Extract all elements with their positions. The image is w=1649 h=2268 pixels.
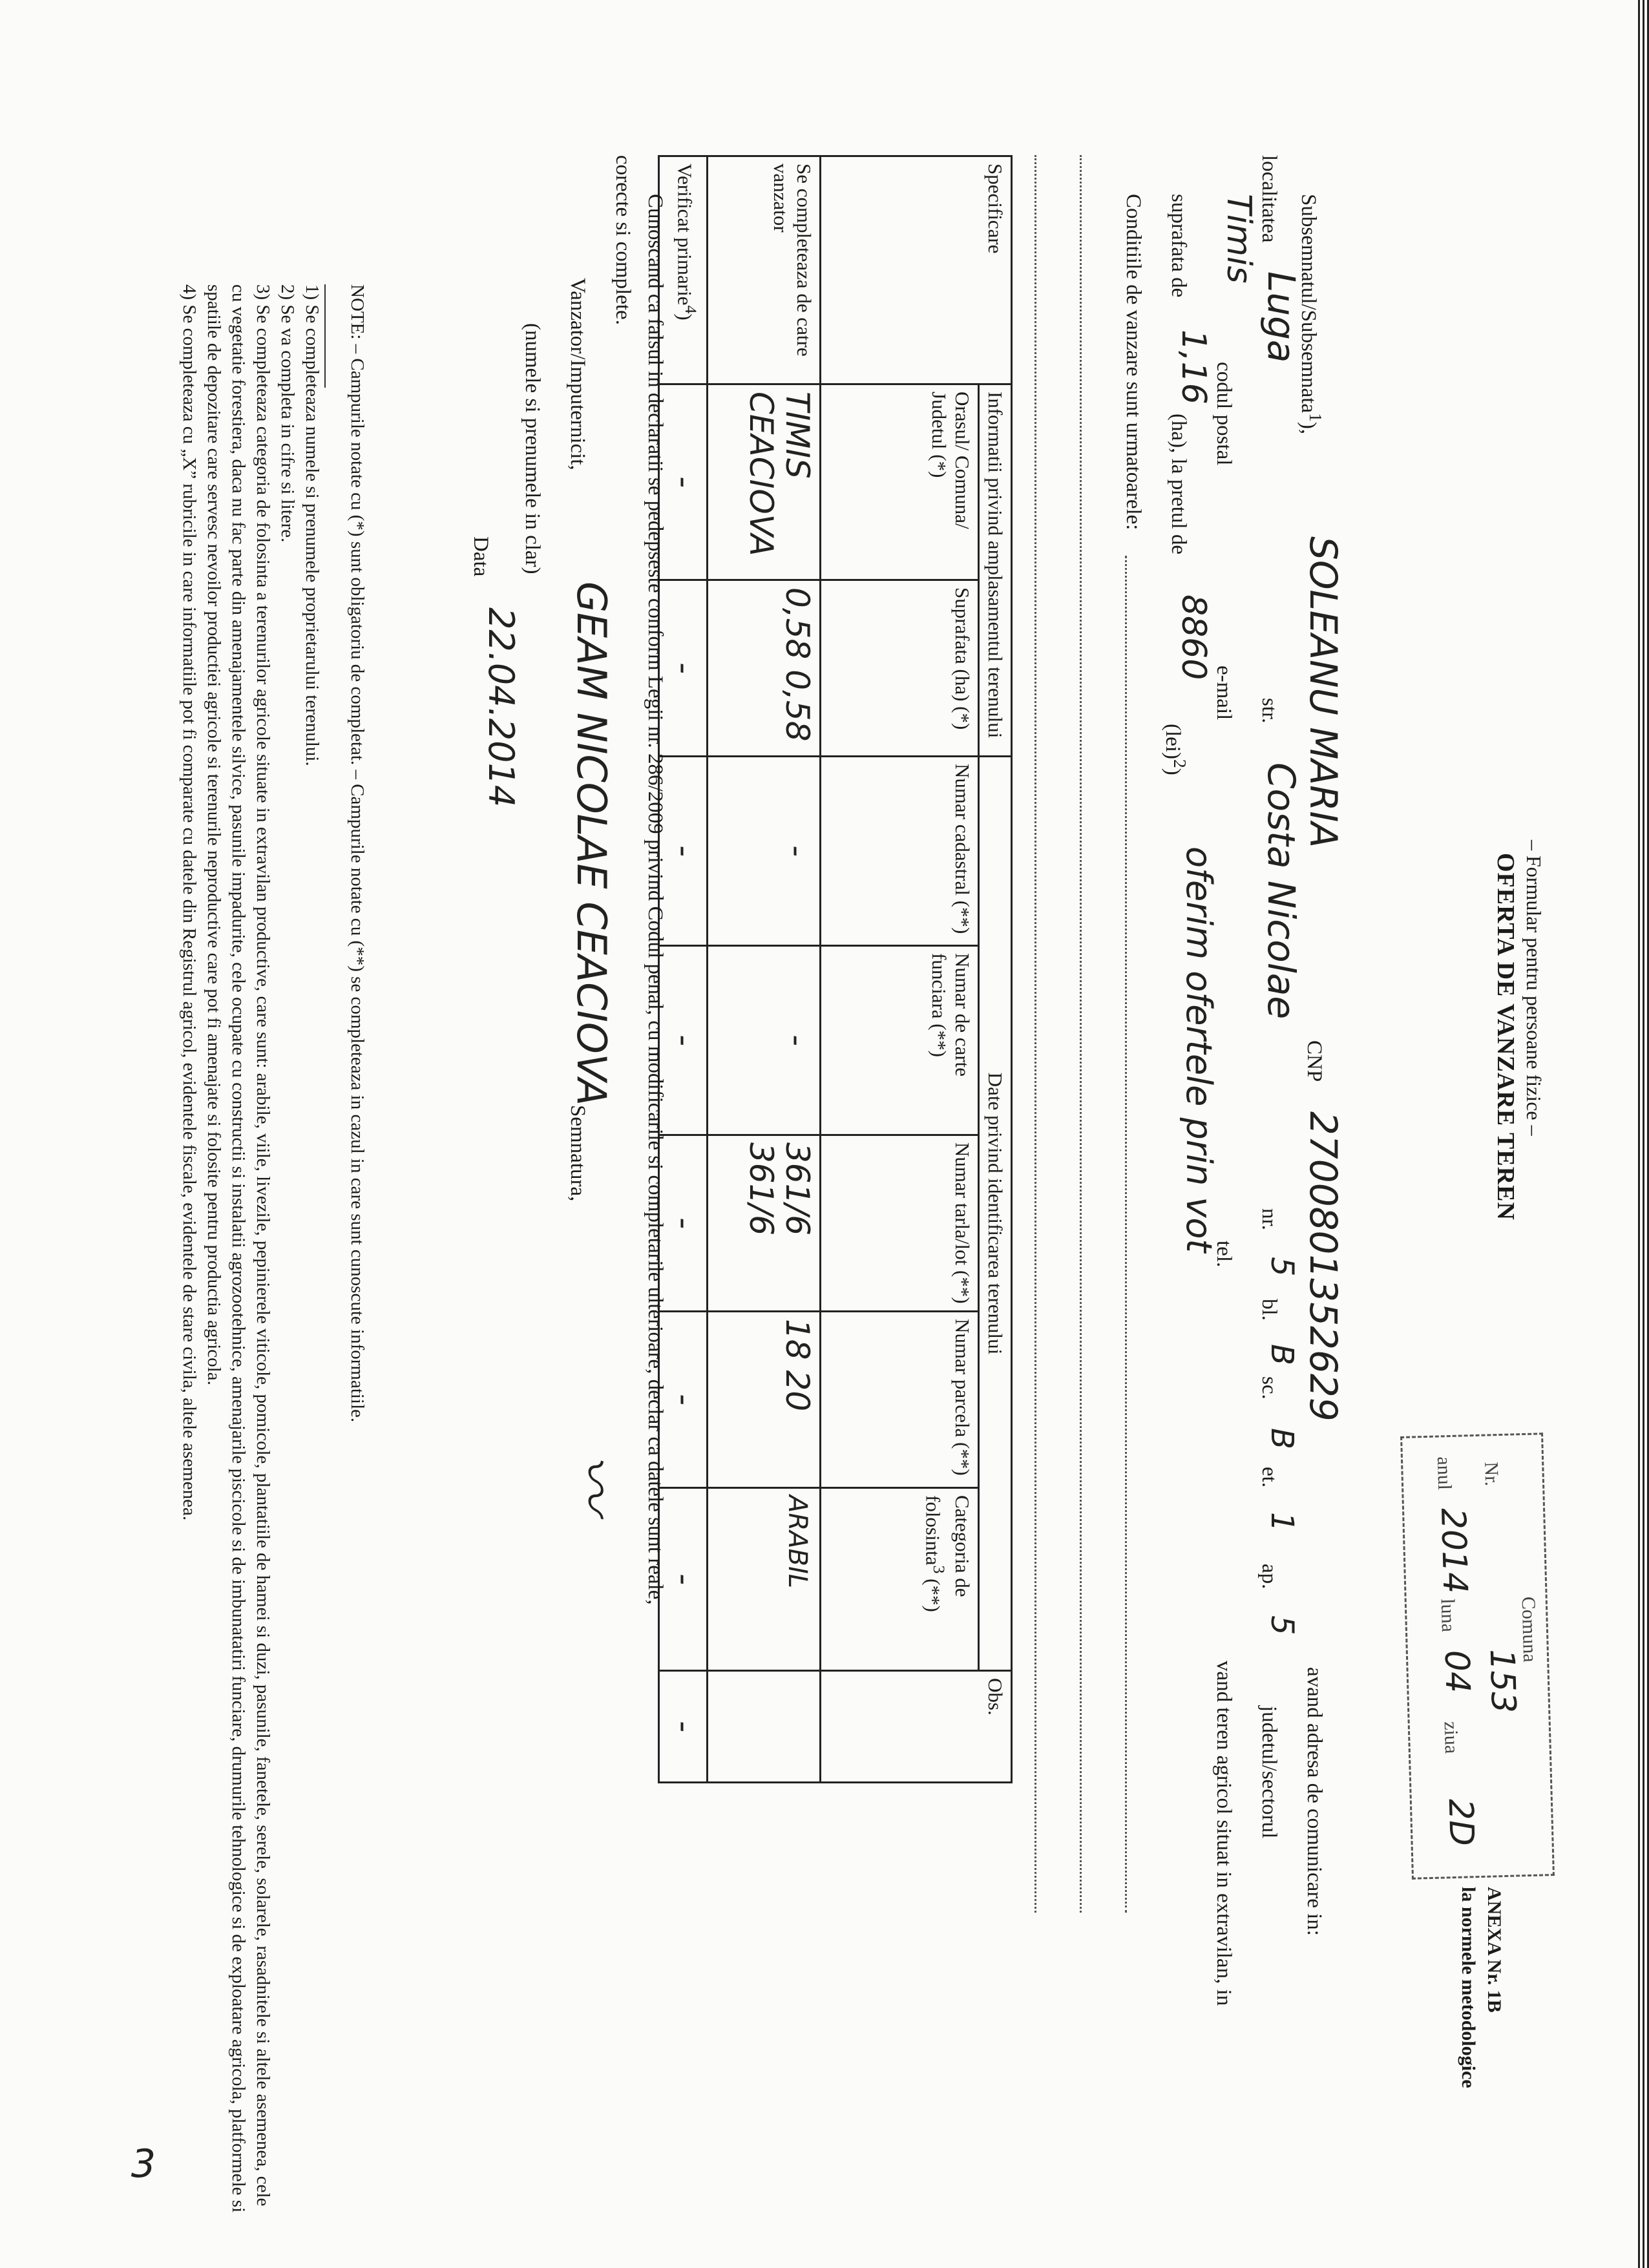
sale-intro: vand teren agricol situat in extravilan, in <box>1212 1661 1235 2006</box>
nr-value: 5 <box>1264 1257 1300 1277</box>
note-1: 1) Se completeaza numele si prenumele proprietarului terenului. <box>302 284 322 766</box>
ap-label: ap. <box>1257 1564 1281 1590</box>
declarant-label-suffix: ), <box>1297 421 1320 435</box>
stamp-month-label: luna <box>1436 1598 1460 1633</box>
sc-label: sc. <box>1257 1376 1281 1400</box>
owner-name-value: SOLEANU MARIA <box>1301 536 1345 848</box>
footnote-ref-1: 1 <box>1306 413 1326 422</box>
notes-intro: NOTE: – Campurile notate cu (*) sunt obligatoriu de completat. – Campurile notate cu (**) se completeaza in cazul in care sunt cunoscute informatiile. <box>347 284 368 1423</box>
footnote-ref-2: 2 <box>1170 759 1190 768</box>
lei-label: (lei)$^2$) <box>1161 724 1190 775</box>
address-intro: avand adresa de comunicare in: <box>1303 1667 1326 1936</box>
row-primarie-suffix: ) <box>673 313 697 320</box>
stamp-nr-label: Nr. <box>1480 1461 1503 1487</box>
annex-header <box>1455 1887 1507 2197</box>
cell-tarla: 361/6 361/6 <box>708 1135 821 1312</box>
ap-value: 5 <box>1264 1615 1300 1635</box>
col-categorie-suffix: (**) <box>921 1573 945 1612</box>
cell-categorie: ARABIL <box>708 1488 821 1671</box>
seller-label: Vanzator/Imputernicit, <box>566 278 589 470</box>
area-value: 1,16 <box>1174 330 1213 404</box>
check-suprafata: - <box>659 580 708 757</box>
et-value: 1 <box>1264 1512 1300 1532</box>
row-primarie-text: Verificat primarie <box>673 163 697 306</box>
check-nr-cadastral: - <box>659 757 708 946</box>
dotted-line <box>1125 556 1127 1913</box>
check-parcela: - <box>659 1312 708 1488</box>
cnp-value: 2700801352629 <box>1301 1111 1345 1422</box>
annex-number: ANEXA Nr. 1B <box>1484 1887 1505 2013</box>
area-label: suprafata de <box>1167 194 1190 298</box>
declaration-text: Cunoscand ca falsul in declaratii se pedepseste conform Legii nr. 286/2009 privind Codul penal, cu modificarile si completarile ulterioare, declar ca datele sunt reale, <box>644 194 667 1605</box>
sc-value: B <box>1264 1428 1300 1449</box>
signature-label: Semnatura, <box>566 1105 589 1202</box>
check-localitate: - <box>659 384 708 580</box>
table-column-row <box>821 156 979 1783</box>
col-categorie-label: Categoria de folosinta <box>921 1495 974 1597</box>
cell-nr-cadastral: - <box>708 757 821 946</box>
seller-name-value: GEAM NICOLAE CEACIOVA <box>568 582 615 1106</box>
dotted-line <box>1035 155 1036 1913</box>
registration-stamp <box>1400 1433 1555 1880</box>
note-2: 2) Se va completa in cifre si litere. <box>277 284 298 543</box>
declarant-label: Subsemnatul/Subsemnata <box>1297 194 1320 414</box>
check-obs: - <box>659 1671 708 1783</box>
stamp-year-label: anul <box>1433 1456 1456 1491</box>
notes-divider <box>324 284 326 388</box>
footnote-ref-3: 3 <box>930 1565 949 1574</box>
nr-label: nr. <box>1257 1208 1281 1230</box>
cell-localitate: TIMIS CEACIOVA <box>708 384 821 580</box>
name-clarification-label: (numele si prenumele in clar) <box>521 323 544 574</box>
note-3: 3) Se completeaza categoria de folosinta a terenurilor agricole situate in extravilan productive, care sunt: arabile, viile, livezile, pepinierele viticole, pomicole, plantatiile de hamei si duzi, pasunile, fanetele, serele, solarele, rasadnitele si altele asemenea, cele cu vegetatie forestiera, daca nu fac parte din amenajamentele silvice, pasunile impadurite, cele ocupate cu constructii si instalatii agrozootehnice, amenajarile piscicole si de imbunatatiri funciare, drumurile tehnologice si de exploatare agricola, platformele si spatiile de depozitare care servesc nevoilor productiei agricole si terenurile neproductive care pot fi amenajate si folosite pentru productia agricola. <box>204 284 273 2213</box>
cell-obs <box>708 1671 821 1783</box>
bl-label: bl. <box>1257 1299 1281 1321</box>
conditions-label: Conditiile de vanzare sunt urmatoarele: <box>1122 194 1145 530</box>
locality-label: localitatea <box>1257 155 1281 243</box>
dotted-line <box>1080 155 1082 1913</box>
stamp-nr-value: 153 <box>1482 1648 1523 1714</box>
table-header-row <box>979 156 1012 1783</box>
signature-scribble: 〰 <box>560 1454 627 1512</box>
table-row <box>708 156 821 1783</box>
stamp-year-value: 2014 <box>1433 1507 1475 1595</box>
check-carte-funciara: - <box>659 946 708 1135</box>
cell-suprafata: 0,58 0,58 <box>708 580 821 757</box>
locality-value: Luga <box>1259 271 1303 363</box>
date-value: 22.04.2014 <box>481 607 521 808</box>
land-table <box>658 155 1013 1783</box>
note-4: 4) Se completeaza cu „X” rubricile in care informatiile pot fi comparate cu datele din Registrul agricol, evidentele fiscale, evidentele de stare civila, altele asemenea. <box>179 284 200 1521</box>
scan-edge-lines <box>1630 0 1649 2268</box>
col-localitate: Orasul/ Comuna/ Judetul (*) <box>821 384 979 580</box>
declaration-text-2: corecte si complete. <box>611 155 635 325</box>
col-suprafata: Suprafata (ha) (*) <box>821 580 979 757</box>
county-label: judetul/sectorul <box>1257 1706 1281 1839</box>
col-parcela: Numar parcela (**) <box>821 1312 979 1488</box>
street-label: str. <box>1257 698 1281 724</box>
footnote-ref-4: 4 <box>682 305 700 314</box>
form-title: OFERTA DE VANZARE TEREN <box>1492 853 1519 1221</box>
header-specificare: Specificare <box>821 156 1012 384</box>
price-label: (ha), la pretul de <box>1167 414 1190 555</box>
postal-code-label: codul postal <box>1212 362 1235 466</box>
lei-text: (lei) <box>1161 724 1184 759</box>
col-nr-cadastral: Numar cadastral (**) <box>821 757 979 946</box>
bl-value: B <box>1264 1344 1300 1365</box>
street-value: Costa Nicolae <box>1259 762 1303 1020</box>
stamp-day-value: 2D <box>1440 1798 1481 1847</box>
header-obs: Obs. <box>821 1671 1012 1783</box>
check-tarla: - <box>659 1135 708 1312</box>
stamp-commune: Comuna <box>1517 1596 1541 1663</box>
form-subtitle: – Formular pentru persoane fizice – <box>1522 840 1546 1136</box>
phone-label: tel. <box>1212 1241 1235 1268</box>
notes-section <box>177 284 370 2223</box>
cnp-label: CNP <box>1303 1040 1326 1082</box>
email-label: e-mail <box>1212 666 1235 720</box>
conditions-value: oferim ofertele prin vot <box>1179 846 1219 1253</box>
county-value: Timis <box>1219 194 1258 284</box>
margin-mark: 3 <box>131 2141 156 2187</box>
check-categorie: - <box>659 1488 708 1671</box>
annex-subtitle: la normele metodologice <box>1458 1887 1479 2088</box>
stamp-month-value: 04 <box>1436 1650 1477 1694</box>
stamp-day-label: ziua <box>1440 1721 1462 1754</box>
header-identificare: Date privind identificarea terenului <box>979 757 1012 1671</box>
col-categorie <box>821 1488 979 1671</box>
header-amplasament: Informatii privind amplasamentul terenului <box>979 384 1012 757</box>
cell-carte-funciara: - <box>708 946 821 1135</box>
et-label: et. <box>1257 1467 1281 1488</box>
price-value: 8860 <box>1174 594 1213 680</box>
cell-parcela: 18 20 <box>708 1312 821 1488</box>
col-tarla: Numar tarla/lot (**) <box>821 1135 979 1312</box>
date-label: Data <box>469 536 492 577</box>
col-carte-funciara: Numar de carte funciara (**) <box>821 946 979 1135</box>
row-vanzator-label: Se completeaza de catre vanzator <box>708 156 821 384</box>
